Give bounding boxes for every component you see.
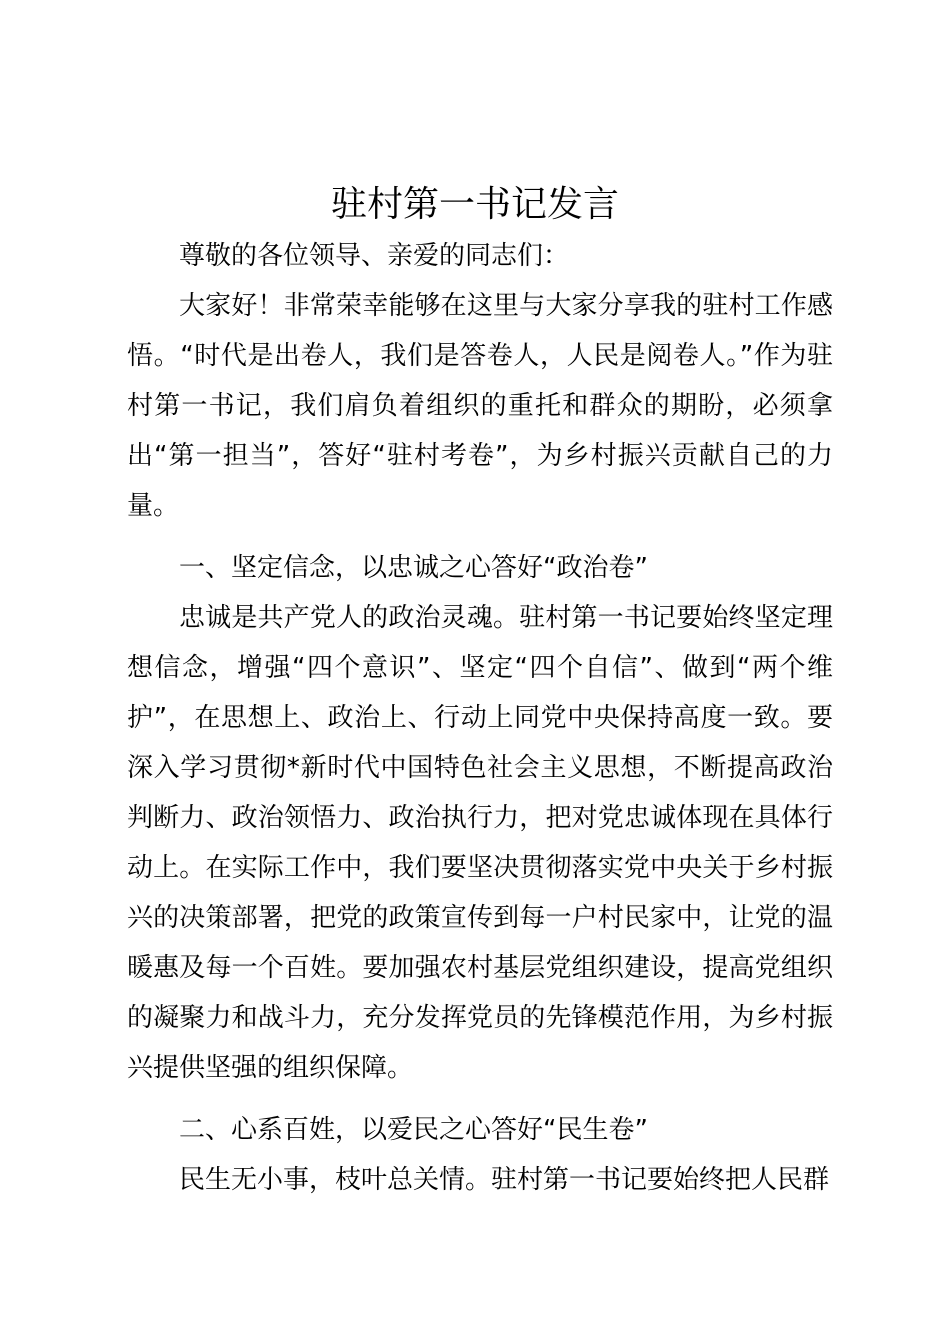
section-2-paragraph: 民生无小事，枝叶总关情。驻村第一书记要始终把人民群 — [179, 1165, 830, 1195]
opening-paragraph: 大家好！非常荣幸能够在这里与大家分享我的驻村工作感悟。“时代是出卷人，我们是答卷人，人民是阅卷人。”作为驻村第一书记，我们肩负着组织的重托和群众的期盼，必须拿出“第一担当”，答好“驻村考卷”，为乡村振兴贡献自己的力量。 — [127, 291, 833, 521]
section-1-paragraph: 忠诚是共产党人的政治灵魂。驻村第一书记要始终坚定理想信念，增强“四个意识”、坚定“四个自信”、做到“两个维护”，在思想上、政治上、行动上同党中央保持高度一致。要深入学习贯彻*新时代中国特色社会主义思想，不断提高政治判断力、政治领悟力、政治执行力，把对党忠诚体现在具体行动上。在实际工作中，我们要坚决贯彻落实党中央关于乡村振兴的决策部署，把党的政策宣传到每一户村民家中，让党的温暖惠及每一个百姓。要加强农村基层党组织建设，提高党组织的凝聚力和战斗力，充分发挥党员的先锋模范作用，为乡村振兴提供坚强的组织保障。 — [127, 603, 833, 1083]
document-body — [127, 231, 833, 1205]
section-heading-2: 二、心系百姓，以爱民之心答好“民生卷” — [179, 1115, 648, 1145]
document-title: 驻村第一书记发言 — [330, 184, 619, 225]
section-heading-1: 一、坚定信念，以忠诚之心答好“政治卷” — [179, 553, 648, 583]
salutation-paragraph: 尊敬的各位领导、亲爱的同志们： — [179, 241, 570, 271]
